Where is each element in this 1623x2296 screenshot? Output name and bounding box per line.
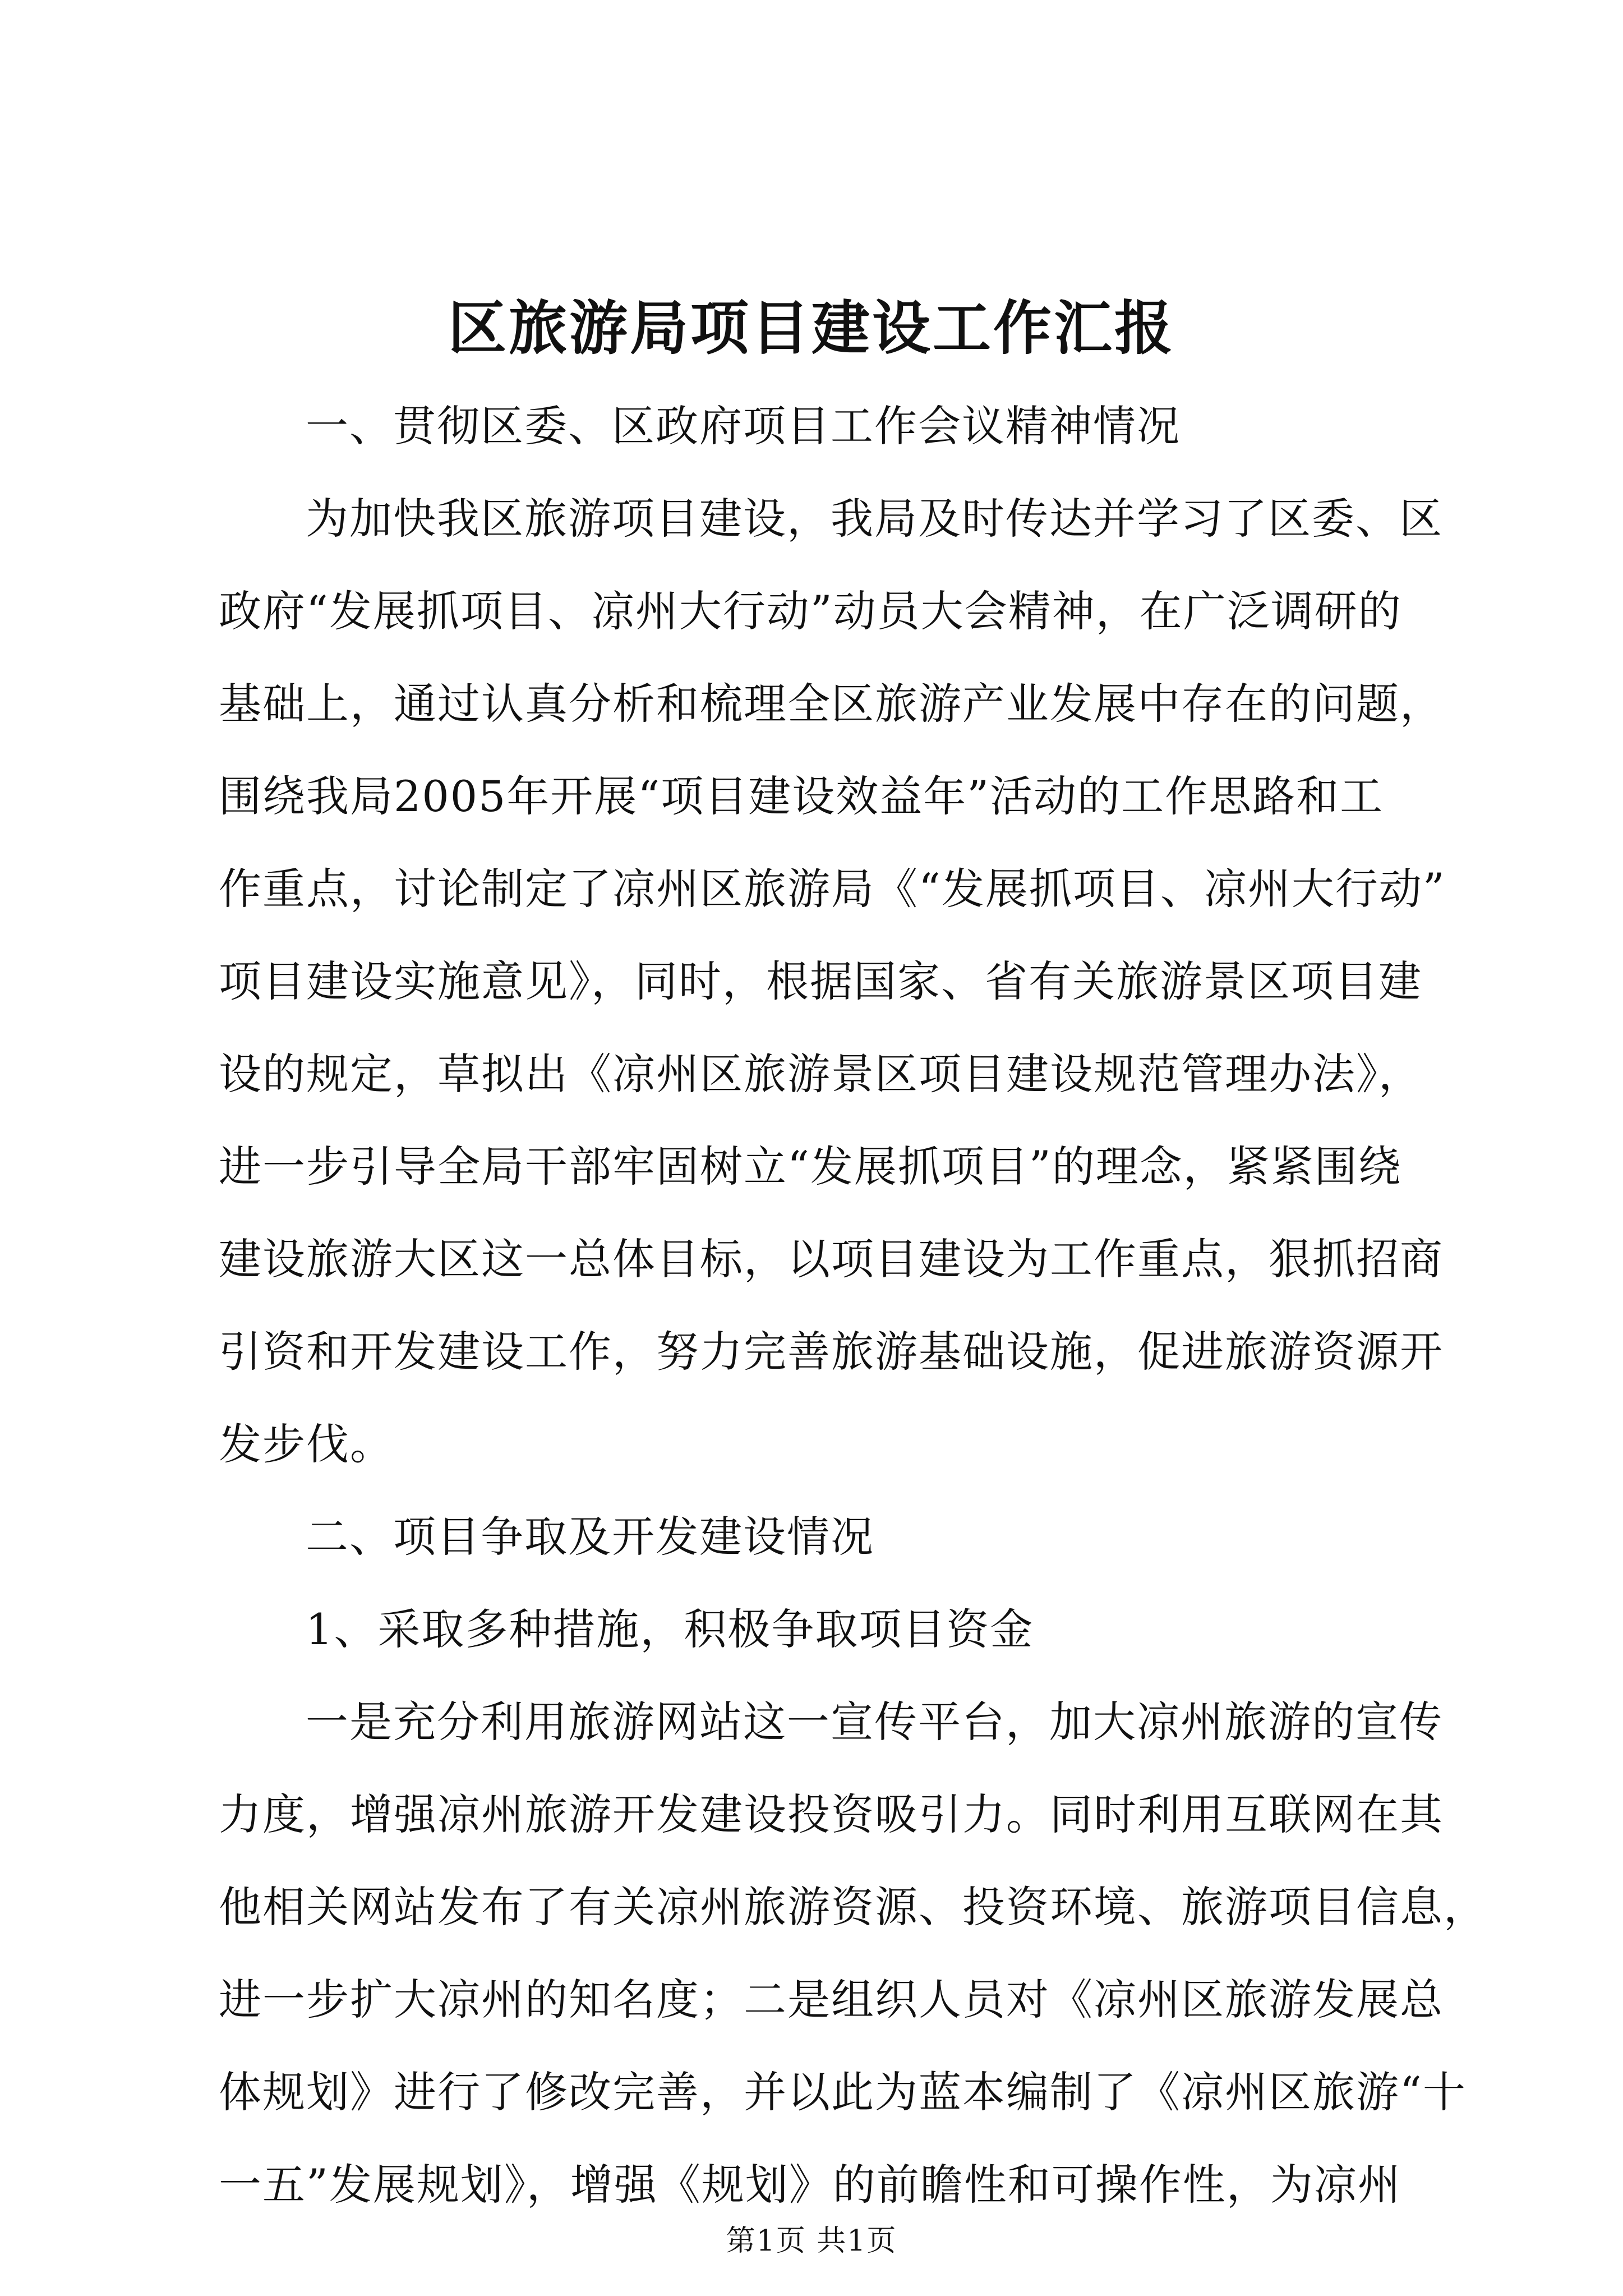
paragraph-line: 进一步扩大凉州的知名度；二是组织人员对《凉州区旅游发展总 — [219, 1975, 1444, 2024]
paragraph-line: 建设旅游大区这一总体目标，以项目建设为工作重点，狠抓招商 — [219, 1234, 1444, 1284]
paragraph-line: 体规划》进行了修改完善，并以此为蓝本编制了《凉州区旅游“十 — [219, 2067, 1467, 2117]
paragraph-line: 作重点，讨论制定了凉州区旅游局《“发展抓项目、凉州大行动” — [219, 864, 1446, 914]
subsection-heading: 1、采取多种措施，积极争取项目资金 — [306, 1604, 1034, 1654]
document-title: 区旅游局项目建设工作汇报 — [448, 293, 1175, 362]
paragraph-line: 设的规定，草拟出《凉州区旅游景区项目建设规范管理办法》， — [219, 1049, 1422, 1099]
paragraph-line: 为加快我区旅游项目建设，我局及时传达并学习了区委、区 — [306, 494, 1443, 544]
paragraph-line: 一五”发展规划》，增强《规划》的前瞻性和可操作性，为凉州 — [219, 2160, 1401, 2210]
paragraph-line: 围绕我局2005年开展“项目建设效益年”活动的工作思路和工 — [219, 771, 1384, 821]
page-footer: 第1页 共1页 — [726, 2224, 897, 2258]
section-heading-1: 一、贯彻区委、区政府项目工作会议精神情况 — [306, 401, 1181, 451]
paragraph-line: 力度，增强凉州旅游开发建设投资吸引力。同时利用互联网在其 — [219, 1789, 1444, 1839]
paragraph-line: 进一步引导全局干部牢固树立“发展抓项目”的理念，紧紧围绕 — [219, 1142, 1402, 1191]
paragraph-line: 发步伐。 — [219, 1419, 394, 1469]
paragraph-line: 引资和开发建设工作，努力完善旅游基础设施，促进旅游资源开 — [219, 1327, 1444, 1377]
section-heading-2: 二、项目争取及开发建设情况 — [306, 1512, 874, 1562]
paragraph-line: 政府“发展抓项目、凉州大行动”动员大会精神，在广泛调研的 — [219, 586, 1402, 636]
paragraph-line: 基础上，通过认真分析和梳理全区旅游产业发展中存在的问题， — [219, 679, 1444, 729]
paragraph-line: 项目建设实施意见》，同时，根据国家、省有关旅游景区项目建 — [219, 956, 1422, 1006]
paragraph-line: 他相关网站发布了有关凉州旅游资源、投资环境、旅游项目信息， — [219, 1882, 1487, 1932]
paragraph-line: 一是充分利用旅游网站这一宣传平台，加大凉州旅游的宣传 — [306, 1697, 1443, 1747]
